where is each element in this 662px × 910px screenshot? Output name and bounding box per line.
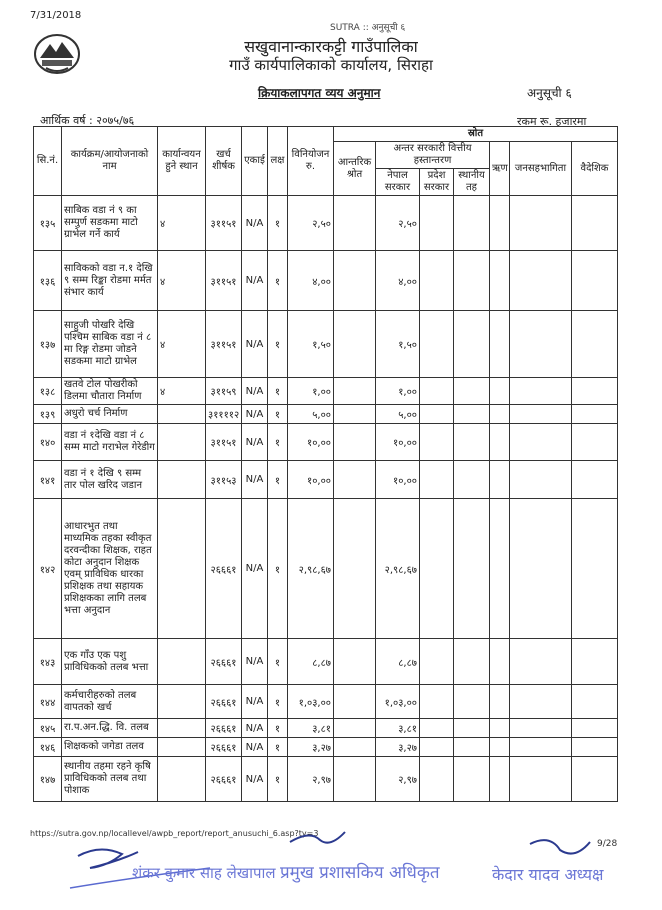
cell-target: १ xyxy=(268,405,288,424)
cell-local xyxy=(454,639,490,685)
cell-people xyxy=(510,378,572,405)
amount-unit: रकम रू. हजारमा xyxy=(517,115,587,128)
cell-location xyxy=(158,639,206,685)
cell-location: ४ xyxy=(158,311,206,378)
cao-signature-stamp xyxy=(250,822,450,902)
cell-expense-code: ३११५९ xyxy=(206,378,242,405)
cell-sn: १४३ xyxy=(34,639,62,685)
cell-nepal: ५,०० xyxy=(376,405,420,424)
cell-local xyxy=(454,405,490,424)
cell-expense-code: ३११५३ xyxy=(206,461,242,499)
cell-foreign xyxy=(572,311,618,378)
cell-province xyxy=(420,424,454,461)
cell-sn: १४७ xyxy=(34,757,62,802)
cell-foreign xyxy=(572,719,618,738)
cell-allocation: १,५० xyxy=(288,311,334,378)
cell-internal xyxy=(334,738,376,757)
cell-foreign xyxy=(572,378,618,405)
cell-foreign xyxy=(572,251,618,311)
cell-foreign xyxy=(572,424,618,461)
col-program: कार्यक्रम/आयोजनाको नाम xyxy=(62,127,158,196)
cell-internal xyxy=(334,461,376,499)
cell-allocation: २,९८,६७ xyxy=(288,499,334,639)
cell-expense-code: २६६६१ xyxy=(206,685,242,719)
table-row xyxy=(34,685,618,719)
cell-local xyxy=(454,738,490,757)
report-title: क्रियाकलापगत व्यय अनुमान xyxy=(258,86,381,100)
col-allocation: विनियोजन रु. xyxy=(288,127,334,196)
cell-unit: N/A xyxy=(242,738,268,757)
cell-foreign xyxy=(572,499,618,639)
table-row xyxy=(34,461,618,499)
cell-nepal: २,९७ xyxy=(376,757,420,802)
cell-allocation: १,०० xyxy=(288,378,334,405)
cell-people xyxy=(510,251,572,311)
cell-allocation: ४,०० xyxy=(288,251,334,311)
schedule-label: अनुसूची ६ xyxy=(527,86,572,100)
table-row xyxy=(34,378,618,405)
cell-loan xyxy=(490,719,510,738)
cell-internal xyxy=(334,405,376,424)
cell-foreign xyxy=(572,685,618,719)
cell-province xyxy=(420,405,454,424)
col-foreign: वैदेशिक xyxy=(572,142,618,196)
cell-foreign xyxy=(572,405,618,424)
cell-unit: N/A xyxy=(242,424,268,461)
cell-sn: १३७ xyxy=(34,311,62,378)
cell-allocation: ८,८७ xyxy=(288,639,334,685)
cell-expense-code: २६६६१ xyxy=(206,757,242,802)
cell-allocation: २,५० xyxy=(288,196,334,251)
cell-foreign xyxy=(572,461,618,499)
cell-location: ४ xyxy=(158,196,206,251)
cell-location xyxy=(158,738,206,757)
cell-target: १ xyxy=(268,499,288,639)
cell-loan xyxy=(490,424,510,461)
cell-nepal: १०,०० xyxy=(376,461,420,499)
cell-expense-code: २६६६१ xyxy=(206,738,242,757)
cell-nepal: ८,८७ xyxy=(376,639,420,685)
cell-unit: N/A xyxy=(242,639,268,685)
table-row xyxy=(34,405,618,424)
table-row xyxy=(34,196,618,251)
cell-unit: N/A xyxy=(242,251,268,311)
cell-unit: N/A xyxy=(242,311,268,378)
cell-province xyxy=(420,378,454,405)
col-target: लक्ष xyxy=(268,127,288,196)
cell-location xyxy=(158,685,206,719)
cell-sn: १४४ xyxy=(34,685,62,719)
cell-expense-code: ३११५१ xyxy=(206,196,242,251)
cell-unit: N/A xyxy=(242,196,268,251)
cell-foreign xyxy=(572,639,618,685)
col-people: जनसहभागिता xyxy=(510,142,572,196)
cell-program: शिक्षकको जगेडा तलव xyxy=(62,738,158,757)
col-sn: सि.नं. xyxy=(34,127,62,196)
cell-loan xyxy=(490,738,510,757)
col-local: स्थानीय तह xyxy=(454,169,490,196)
cell-target: १ xyxy=(268,685,288,719)
cell-sn: १४५ xyxy=(34,719,62,738)
cell-allocation: १०,०० xyxy=(288,461,334,499)
table-row xyxy=(34,424,618,461)
stamp-mid-text: प्रमुख प्रशासकिय अधिकृत xyxy=(280,863,440,883)
cell-sn: १३५ xyxy=(34,196,62,251)
cell-internal xyxy=(334,251,376,311)
cell-people xyxy=(510,311,572,378)
cell-allocation: १,०३,०० xyxy=(288,685,334,719)
cell-province xyxy=(420,685,454,719)
col-internal: आन्तरिक श्रोत xyxy=(334,142,376,196)
cell-expense-code: ३११५१ xyxy=(206,424,242,461)
cell-people xyxy=(510,639,572,685)
cell-location xyxy=(158,461,206,499)
cell-program: कर्मचारीहरुको तलब वापतको खर्च xyxy=(62,685,158,719)
cell-local xyxy=(454,378,490,405)
cell-location xyxy=(158,719,206,738)
cell-province xyxy=(420,738,454,757)
cell-people xyxy=(510,738,572,757)
office-name: गाउँ कार्यपालिकाको कार्यालय, सिराहा xyxy=(229,56,433,74)
cell-internal xyxy=(334,196,376,251)
cell-people xyxy=(510,196,572,251)
cell-nepal: १०,०० xyxy=(376,424,420,461)
cell-allocation: ५,०० xyxy=(288,405,334,424)
col-province: प्रदेश सरकार xyxy=(420,169,454,196)
cell-sn: १४६ xyxy=(34,738,62,757)
cell-unit: N/A xyxy=(242,499,268,639)
cell-program: एक गाँउ एक पशु प्राविधिकको तलब भत्ता xyxy=(62,639,158,685)
cell-local xyxy=(454,757,490,802)
table-row xyxy=(34,639,618,685)
cell-allocation: ३,८१ xyxy=(288,719,334,738)
accountant-signature-stamp xyxy=(60,838,276,904)
cell-target: १ xyxy=(268,639,288,685)
cell-province xyxy=(420,719,454,738)
cell-internal xyxy=(334,685,376,719)
cell-loan xyxy=(490,311,510,378)
cell-expense-code: ३११५१ xyxy=(206,311,242,378)
col-intergov: अन्तर सरकारी वित्तीय हस्तान्तरण xyxy=(376,142,490,169)
col-source: स्रोत xyxy=(334,127,618,142)
cell-sn: १४१ xyxy=(34,461,62,499)
table-row xyxy=(34,757,618,802)
cell-target: १ xyxy=(268,424,288,461)
cell-location xyxy=(158,424,206,461)
cell-sn: १४२ xyxy=(34,499,62,639)
cell-program: अधुरो चर्च निर्माण xyxy=(62,405,158,424)
page-url: https://sutra.gov.np/locallevel/awpb_report/report_anusuchi_6.asp?ty=3 xyxy=(30,829,319,838)
cell-expense-code: २६६६१ xyxy=(206,499,242,639)
cell-people xyxy=(510,757,572,802)
col-unit: एकाई xyxy=(242,127,268,196)
cell-unit: N/A xyxy=(242,405,268,424)
cell-local xyxy=(454,499,490,639)
cell-loan xyxy=(490,639,510,685)
cell-internal xyxy=(334,719,376,738)
cell-sn: १३६ xyxy=(34,251,62,311)
cell-loan xyxy=(490,378,510,405)
cell-program: वडा नं १देखि वडा नं ८ सम्म माटो गराभेल गेरेडीग xyxy=(62,424,158,461)
cell-local xyxy=(454,461,490,499)
print-date: 7/31/2018 xyxy=(30,10,82,21)
cell-unit: N/A xyxy=(242,685,268,719)
cell-people xyxy=(510,424,572,461)
cell-unit: N/A xyxy=(242,719,268,738)
cell-target: १ xyxy=(268,461,288,499)
cell-local xyxy=(454,685,490,719)
stamp-right-text: केदार यादव अध्यक्ष xyxy=(492,865,604,884)
cell-program: स्थानीय तहमा रहने कृषि प्राविधिकको तलब तथा पोशाक xyxy=(62,757,158,802)
cell-sn: १४० xyxy=(34,424,62,461)
cell-expense-code: ३११११२ xyxy=(206,405,242,424)
cell-program: साविकको वडा न.१ देखि ९ सम्म रिङ्का रोडमा मर्मत संभार कार्य xyxy=(62,251,158,311)
cell-unit: N/A xyxy=(242,378,268,405)
budget-table xyxy=(33,126,618,802)
cell-local xyxy=(454,719,490,738)
cell-people xyxy=(510,719,572,738)
cell-internal xyxy=(334,424,376,461)
cell-expense-code: २६६६१ xyxy=(206,719,242,738)
cell-allocation: २,९७ xyxy=(288,757,334,802)
cell-nepal: ४,०० xyxy=(376,251,420,311)
cell-location xyxy=(158,405,206,424)
cell-loan xyxy=(490,405,510,424)
cell-people xyxy=(510,461,572,499)
cell-internal xyxy=(334,311,376,378)
cell-internal xyxy=(334,378,376,405)
col-nepal: नेपाल सरकार xyxy=(376,169,420,196)
cell-province xyxy=(420,499,454,639)
cell-target: १ xyxy=(268,251,288,311)
cell-unit: N/A xyxy=(242,461,268,499)
cell-location xyxy=(158,757,206,802)
cell-people xyxy=(510,499,572,639)
cell-people xyxy=(510,405,572,424)
col-expense: खर्च शीर्षक xyxy=(206,127,242,196)
cell-program: आधारभुत तथा माध्यमिक तहका स्वीकृत दरवन्दीका शिक्षक, राहत कोटा अनुदान शिक्षक एवम् प्राविधिक धारका प्रशिक्षक तथा सहायक प्रशिक्षकका लागि तलब भत्ता अनुदान xyxy=(62,499,158,639)
page-number: 9/28 xyxy=(597,839,618,849)
cell-province xyxy=(420,461,454,499)
table-row xyxy=(34,499,618,639)
cell-foreign xyxy=(572,738,618,757)
cell-local xyxy=(454,251,490,311)
cell-nepal: २,५० xyxy=(376,196,420,251)
table-row xyxy=(34,311,618,378)
cell-program: खतवे टोल पोखरीको डिलमा चौतारा निर्माण xyxy=(62,378,158,405)
cell-loan xyxy=(490,685,510,719)
cell-sn: १३८ xyxy=(34,378,62,405)
table-body xyxy=(34,196,618,802)
col-loan: ऋण xyxy=(490,142,510,196)
cell-target: १ xyxy=(268,719,288,738)
cell-loan xyxy=(490,251,510,311)
cell-expense-code: २६६६१ xyxy=(206,639,242,685)
cell-foreign xyxy=(572,196,618,251)
cell-nepal: २,९८,६७ xyxy=(376,499,420,639)
cell-expense-code: ३११५१ xyxy=(206,251,242,311)
cell-target: १ xyxy=(268,311,288,378)
cell-local xyxy=(454,424,490,461)
cell-internal xyxy=(334,757,376,802)
cell-local xyxy=(454,311,490,378)
cell-nepal: १,५० xyxy=(376,311,420,378)
sutra-header: SUTRA :: अनुसूची ६ xyxy=(330,23,406,33)
municipality-name: सखुवानान्कारकट्टी गाउँपालिका xyxy=(244,37,418,56)
cell-location xyxy=(158,499,206,639)
cell-nepal: १,०० xyxy=(376,378,420,405)
cell-nepal: १,०३,०० xyxy=(376,685,420,719)
table-row xyxy=(34,738,618,757)
chairman-signature-stamp xyxy=(480,830,630,904)
cell-nepal: ३,८१ xyxy=(376,719,420,738)
cell-province xyxy=(420,311,454,378)
cell-people xyxy=(510,685,572,719)
cell-unit: N/A xyxy=(242,757,268,802)
cell-province xyxy=(420,757,454,802)
cell-loan xyxy=(490,196,510,251)
col-location: कार्यान्वयन हुने स्थान xyxy=(158,127,206,196)
cell-province xyxy=(420,251,454,311)
cell-program: रा.प.अन.द्धि. वि. तलब xyxy=(62,719,158,738)
cell-program: साबिक वडा नं ९ का सम्पुर्ण सडकमा माटो ग्राभेल गर्ने कार्य xyxy=(62,196,158,251)
cell-foreign xyxy=(572,757,618,802)
cell-location: ४ xyxy=(158,378,206,405)
cell-target: १ xyxy=(268,378,288,405)
cell-internal xyxy=(334,499,376,639)
cell-allocation: ३,२७ xyxy=(288,738,334,757)
cell-internal xyxy=(334,639,376,685)
cell-target: १ xyxy=(268,196,288,251)
cell-program: वडा नं १ देखि ९ सम्म तार पोल खरिद जडान xyxy=(62,461,158,499)
cell-target: १ xyxy=(268,738,288,757)
cell-nepal: ३,२७ xyxy=(376,738,420,757)
cell-allocation: १०,०० xyxy=(288,424,334,461)
cell-loan xyxy=(490,461,510,499)
cell-program: साहुजी पोखरि देखि पश्चिम साबिक वडा नं ८ मा रिङ्ग रोडमा जोडने सडकमा माटो ग्राभेल xyxy=(62,311,158,378)
table-row xyxy=(34,251,618,311)
stamp-left-text: शंकर कुमार साह लेखापाल xyxy=(132,864,276,882)
cell-location: ४ xyxy=(158,251,206,311)
cell-province xyxy=(420,196,454,251)
cell-province xyxy=(420,639,454,685)
cell-sn: १३९ xyxy=(34,405,62,424)
cell-loan xyxy=(490,757,510,802)
cell-local xyxy=(454,196,490,251)
cell-target: १ xyxy=(268,757,288,802)
cell-loan xyxy=(490,499,510,639)
table-row xyxy=(34,719,618,738)
fiscal-year: आर्थिक वर्ष : २०७५/७६ xyxy=(40,114,135,127)
